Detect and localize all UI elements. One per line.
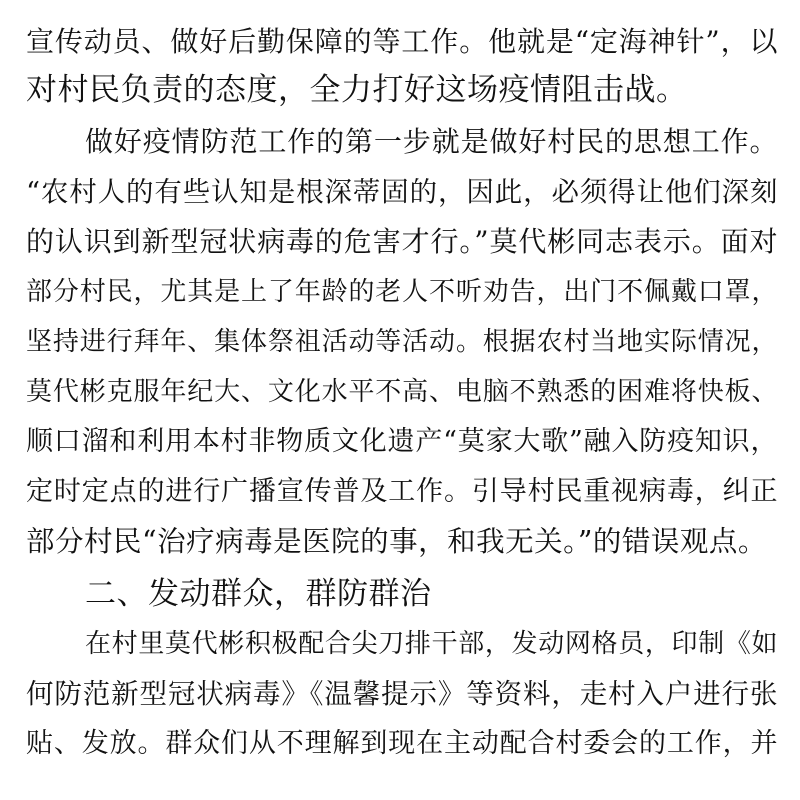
text-line: 何防范新型冠状病毒》《温馨提示》等资料，走村入户进行张 (26, 678, 778, 710)
text-line: 部分村民“治疗病毒是医院的事，和我无关。”的错误观点。 (26, 525, 767, 558)
text-line: 坚持进行拜年、集体祭祖活动等活动。根据农村当地实际情况， (26, 327, 778, 357)
text-line: 定时定点的进行广播宣传普及工作。引导村民重视病毒，纠正 (26, 476, 778, 507)
text-line: 宣传动员、做好后勤保障的等工作。他就是“定海神针”，以 (26, 25, 778, 58)
text-line: “农村人的有些认知是根深蒂固的，因此，必须得让他们深刻 (26, 176, 778, 208)
text-line: 顺口溜和利用本村非物质文化遗产“莫家大歌”融入防疫知识， (26, 426, 778, 457)
paragraph-first-line: 做好疫情防范工作的第一步就是做好村民的思想工作。 (85, 125, 778, 158)
text-line: 部分村民，尤其是上了年龄的老人不听劝告，出门不佩戴口罩， (26, 277, 778, 307)
paragraph-first-line: 在村里莫代彬积极配合尖刀排干部，发动网格员，印制《如 (85, 629, 778, 659)
section-heading: 二、发动群众，群防群治 (85, 576, 432, 612)
text-line: 贴、发放。群众们从不理解到现在主动配合村委会的工作，并 (26, 728, 778, 759)
text-line: 的认识到新型冠状病毒的危害才行。”莫代彬同志表示。面对 (26, 225, 778, 258)
text-line: 莫代彬克服年纪大、文化水平不高、电脑不熟悉的困难将快板、 (26, 377, 778, 407)
text-line: 对村民负责的态度，全力打好这场疫情阻击战。 (26, 72, 688, 108)
